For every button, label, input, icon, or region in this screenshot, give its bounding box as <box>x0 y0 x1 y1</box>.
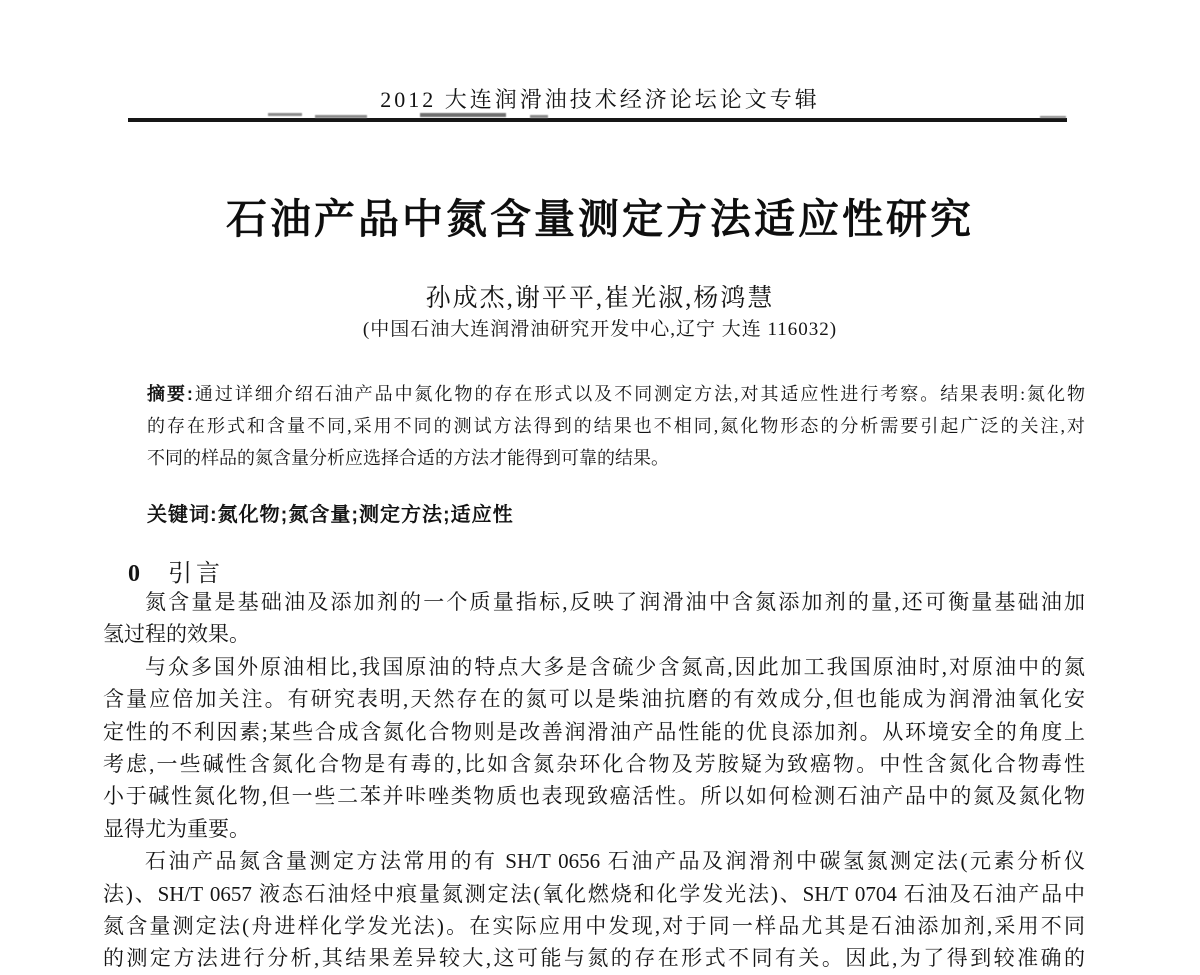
abstract-label: 摘要: <box>147 384 193 404</box>
ink-smudge <box>268 113 302 116</box>
keywords-line <box>147 498 1085 527</box>
section-number: 0 <box>128 561 140 587</box>
body-line: 与众多国外原油相比,我国原油的特点大多是含硫少含氮高,因此加工我国原油时,对原油中的氮 <box>145 654 1085 679</box>
body-line: 氮含量测定法(舟进样化学发光法)。在实际应用中发现,对于同一样品尤其是石油添加剂,采用不同 <box>103 913 1085 938</box>
section-title: 引言 <box>168 560 224 587</box>
ink-smudge <box>420 113 506 117</box>
body-line: 石油产品氮含量测定方法常用的有 SH/T 0656 石油产品及润滑剂中碳氢氮测定法(元素分析仪 <box>145 849 1085 874</box>
affiliation-line: (中国石油大连润滑油研究开发中心,辽宁 大连 116032) <box>362 319 838 340</box>
abstract-line: 不同的样品的氮含量分析应选择合适的方法才能得到可靠的结果。 <box>147 448 669 468</box>
journal-header: 2012 大连润滑油技术经济论坛论文专辑 <box>380 87 820 112</box>
body-line: 显得尤为重要。 <box>103 816 250 841</box>
abstract-line: 的存在形式和含量不同,采用不同的测试方法得到的结果也不相同,氮化物形态的分析需要引起广泛的关注,对 <box>147 416 1085 436</box>
body-line: 氮含量是基础油及添加剂的一个质量指标,反映了润滑油中含氮添加剂的量,还可衡量基础油加 <box>145 590 1085 614</box>
body-line: 含量应倍加关注。有研究表明,天然存在的氮可以是柴油抗磨的有效成分,但也能成为润滑油氧化安 <box>103 687 1085 712</box>
body-line: 考虑,一些碱性含氮化合物是有毒的,比如含氮杂环化合物及芳胺疑为致癌物。中性含氮化合物毒性 <box>103 751 1085 776</box>
body-line: 法)、SH/T 0657 液态石油烃中痕量氮测定法(氧化燃烧和化学发光法)、SH/T 0704 石油及石油产品中 <box>103 881 1085 906</box>
abstract-line <box>147 378 1085 410</box>
keywords-text: 氮化物;氮含量;测定方法;适应性 <box>217 504 514 526</box>
paper-title: 石油产品中氮含量测定方法适应性研究 <box>226 196 974 242</box>
body-line: 的测定方法进行分析,其结果差异较大,这可能与氮的存在形式不同有关。因此,为了得到较准确的 <box>103 946 1085 971</box>
ink-smudge <box>1040 116 1066 118</box>
header-rule <box>128 118 1067 122</box>
body-line: 定性的不利因素;某些合成含氮化合物则是改善润滑油产品性能的优良添加剂。从环境安全的角度上 <box>103 719 1085 744</box>
body-text <box>103 586 1085 975</box>
section-heading <box>128 553 224 588</box>
body-line: 小于碱性氮化物,但一些二苯并咔唑类物质也表现致癌活性。所以如何检测石油产品中的氮及氮化物 <box>103 784 1085 809</box>
authors-line: 孙成杰,谢平平,崔光淑,杨鸿慧 <box>425 285 775 312</box>
ink-smudge <box>315 115 367 118</box>
keywords-label: 关键词: <box>147 504 218 526</box>
abstract-text: 通过详细介绍石油产品中氮化物的存在形式以及不同测定方法,对其适应性进行考察。结果表明:氮化物 <box>192 384 1085 404</box>
body-line: 氢过程的效果。 <box>103 622 250 647</box>
abstract-block <box>147 378 1085 474</box>
ink-smudge <box>530 115 548 118</box>
